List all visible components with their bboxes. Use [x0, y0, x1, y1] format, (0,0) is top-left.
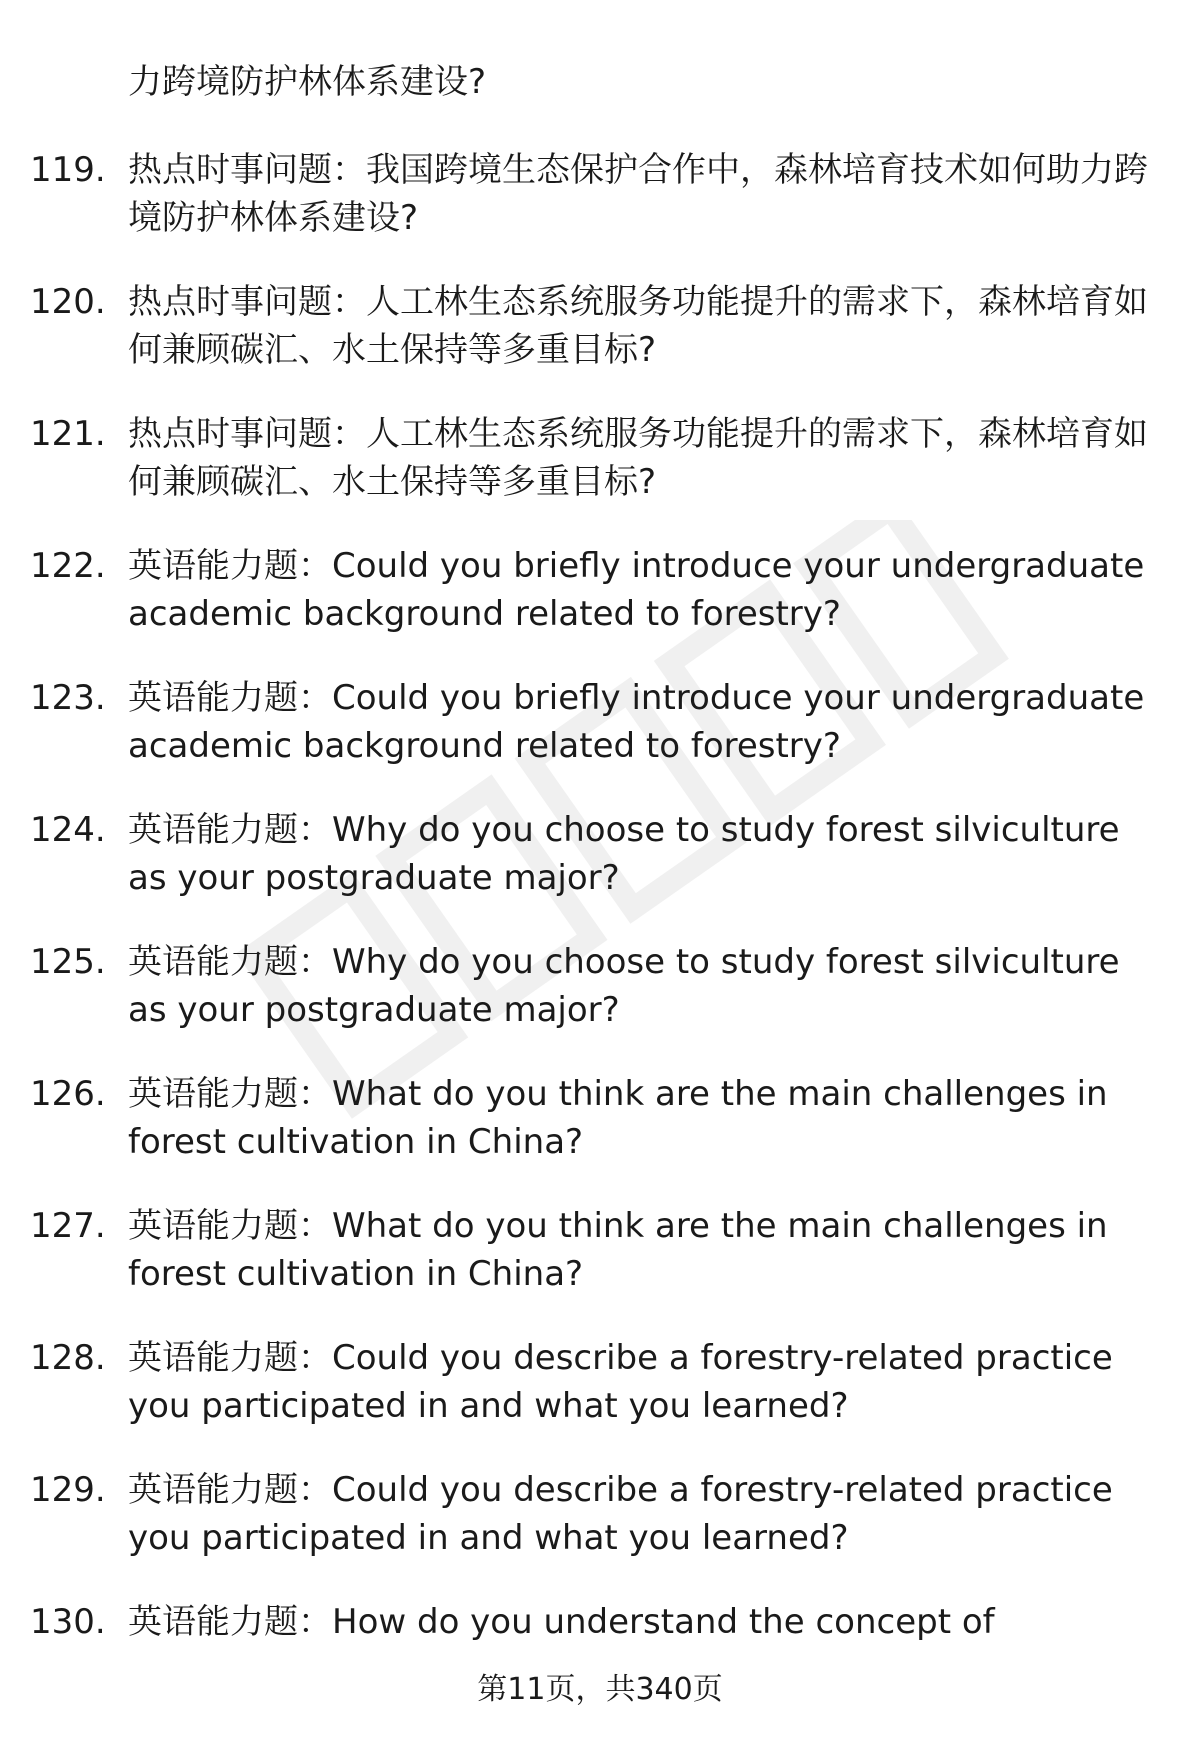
item-text: 英语能力题：Why do you choose to study forest silviculture as your postgraduate major?	[128, 810, 1120, 898]
list-item	[0, 1456, 1200, 1588]
item-number: 123.	[30, 678, 106, 718]
list-item	[0, 1324, 1200, 1456]
list-item	[0, 1060, 1200, 1192]
item-text: 英语能力题：Could you briefly introduce your undergraduate academic background related to forestry?	[128, 546, 1145, 634]
item-text: 英语能力题：What do you think are the main challenges in forest cultivation in China?	[128, 1206, 1108, 1294]
list-item	[0, 532, 1200, 664]
item-text: 英语能力题：Could you describe a forestry-related practice you participated in and what you learned?	[128, 1470, 1113, 1558]
item-text: 英语能力题：Could you briefly introduce your undergraduate academic background related to forestry?	[128, 678, 1145, 766]
item-number: 119.	[30, 150, 106, 190]
list-item	[0, 136, 1200, 268]
item-text: 英语能力题：Why do you choose to study forest silviculture as your postgraduate major?	[128, 942, 1120, 1030]
item-text: 英语能力题：Could you describe a forestry-related practice you participated in and what you learned?	[128, 1338, 1113, 1426]
item-number: 124.	[30, 810, 106, 850]
list-item	[0, 796, 1200, 928]
item-number: 120.	[30, 282, 106, 322]
item-number: 125.	[30, 942, 106, 982]
item-number: 129.	[30, 1470, 106, 1510]
item-number: 122.	[30, 546, 106, 586]
list-item	[0, 664, 1200, 796]
list-item	[0, 400, 1200, 532]
item-text: 英语能力题：What do you think are the main challenges in forest cultivation in China?	[128, 1074, 1108, 1162]
list-item	[0, 1192, 1200, 1324]
list-item	[0, 268, 1200, 400]
continuation-text: 力跨境防护林体系建设?	[128, 62, 487, 102]
item-text: 热点时事问题：人工林生态系统服务功能提升的需求下，森林培育如何兼顾碳汇、水土保持等多重目标?	[128, 414, 1148, 502]
page-footer: 第11页，共340页	[477, 1672, 723, 1707]
item-text: 英语能力题：How do you understand the concept of	[128, 1602, 995, 1642]
item-number: 127.	[30, 1206, 106, 1246]
item-text: 热点时事问题：人工林生态系统服务功能提升的需求下，森林培育如何兼顾碳汇、水土保持等多重目标?	[128, 282, 1148, 370]
list-item	[0, 928, 1200, 1060]
item-number: 130.	[30, 1602, 106, 1642]
item-text: 热点时事问题：我国跨境生态保护合作中，森林培育技术如何助力跨境防护林体系建设?	[128, 150, 1148, 238]
item-number: 128.	[30, 1338, 106, 1378]
question-list	[0, 136, 1200, 1720]
item-number: 121.	[30, 414, 106, 454]
item-number: 126.	[30, 1074, 106, 1114]
